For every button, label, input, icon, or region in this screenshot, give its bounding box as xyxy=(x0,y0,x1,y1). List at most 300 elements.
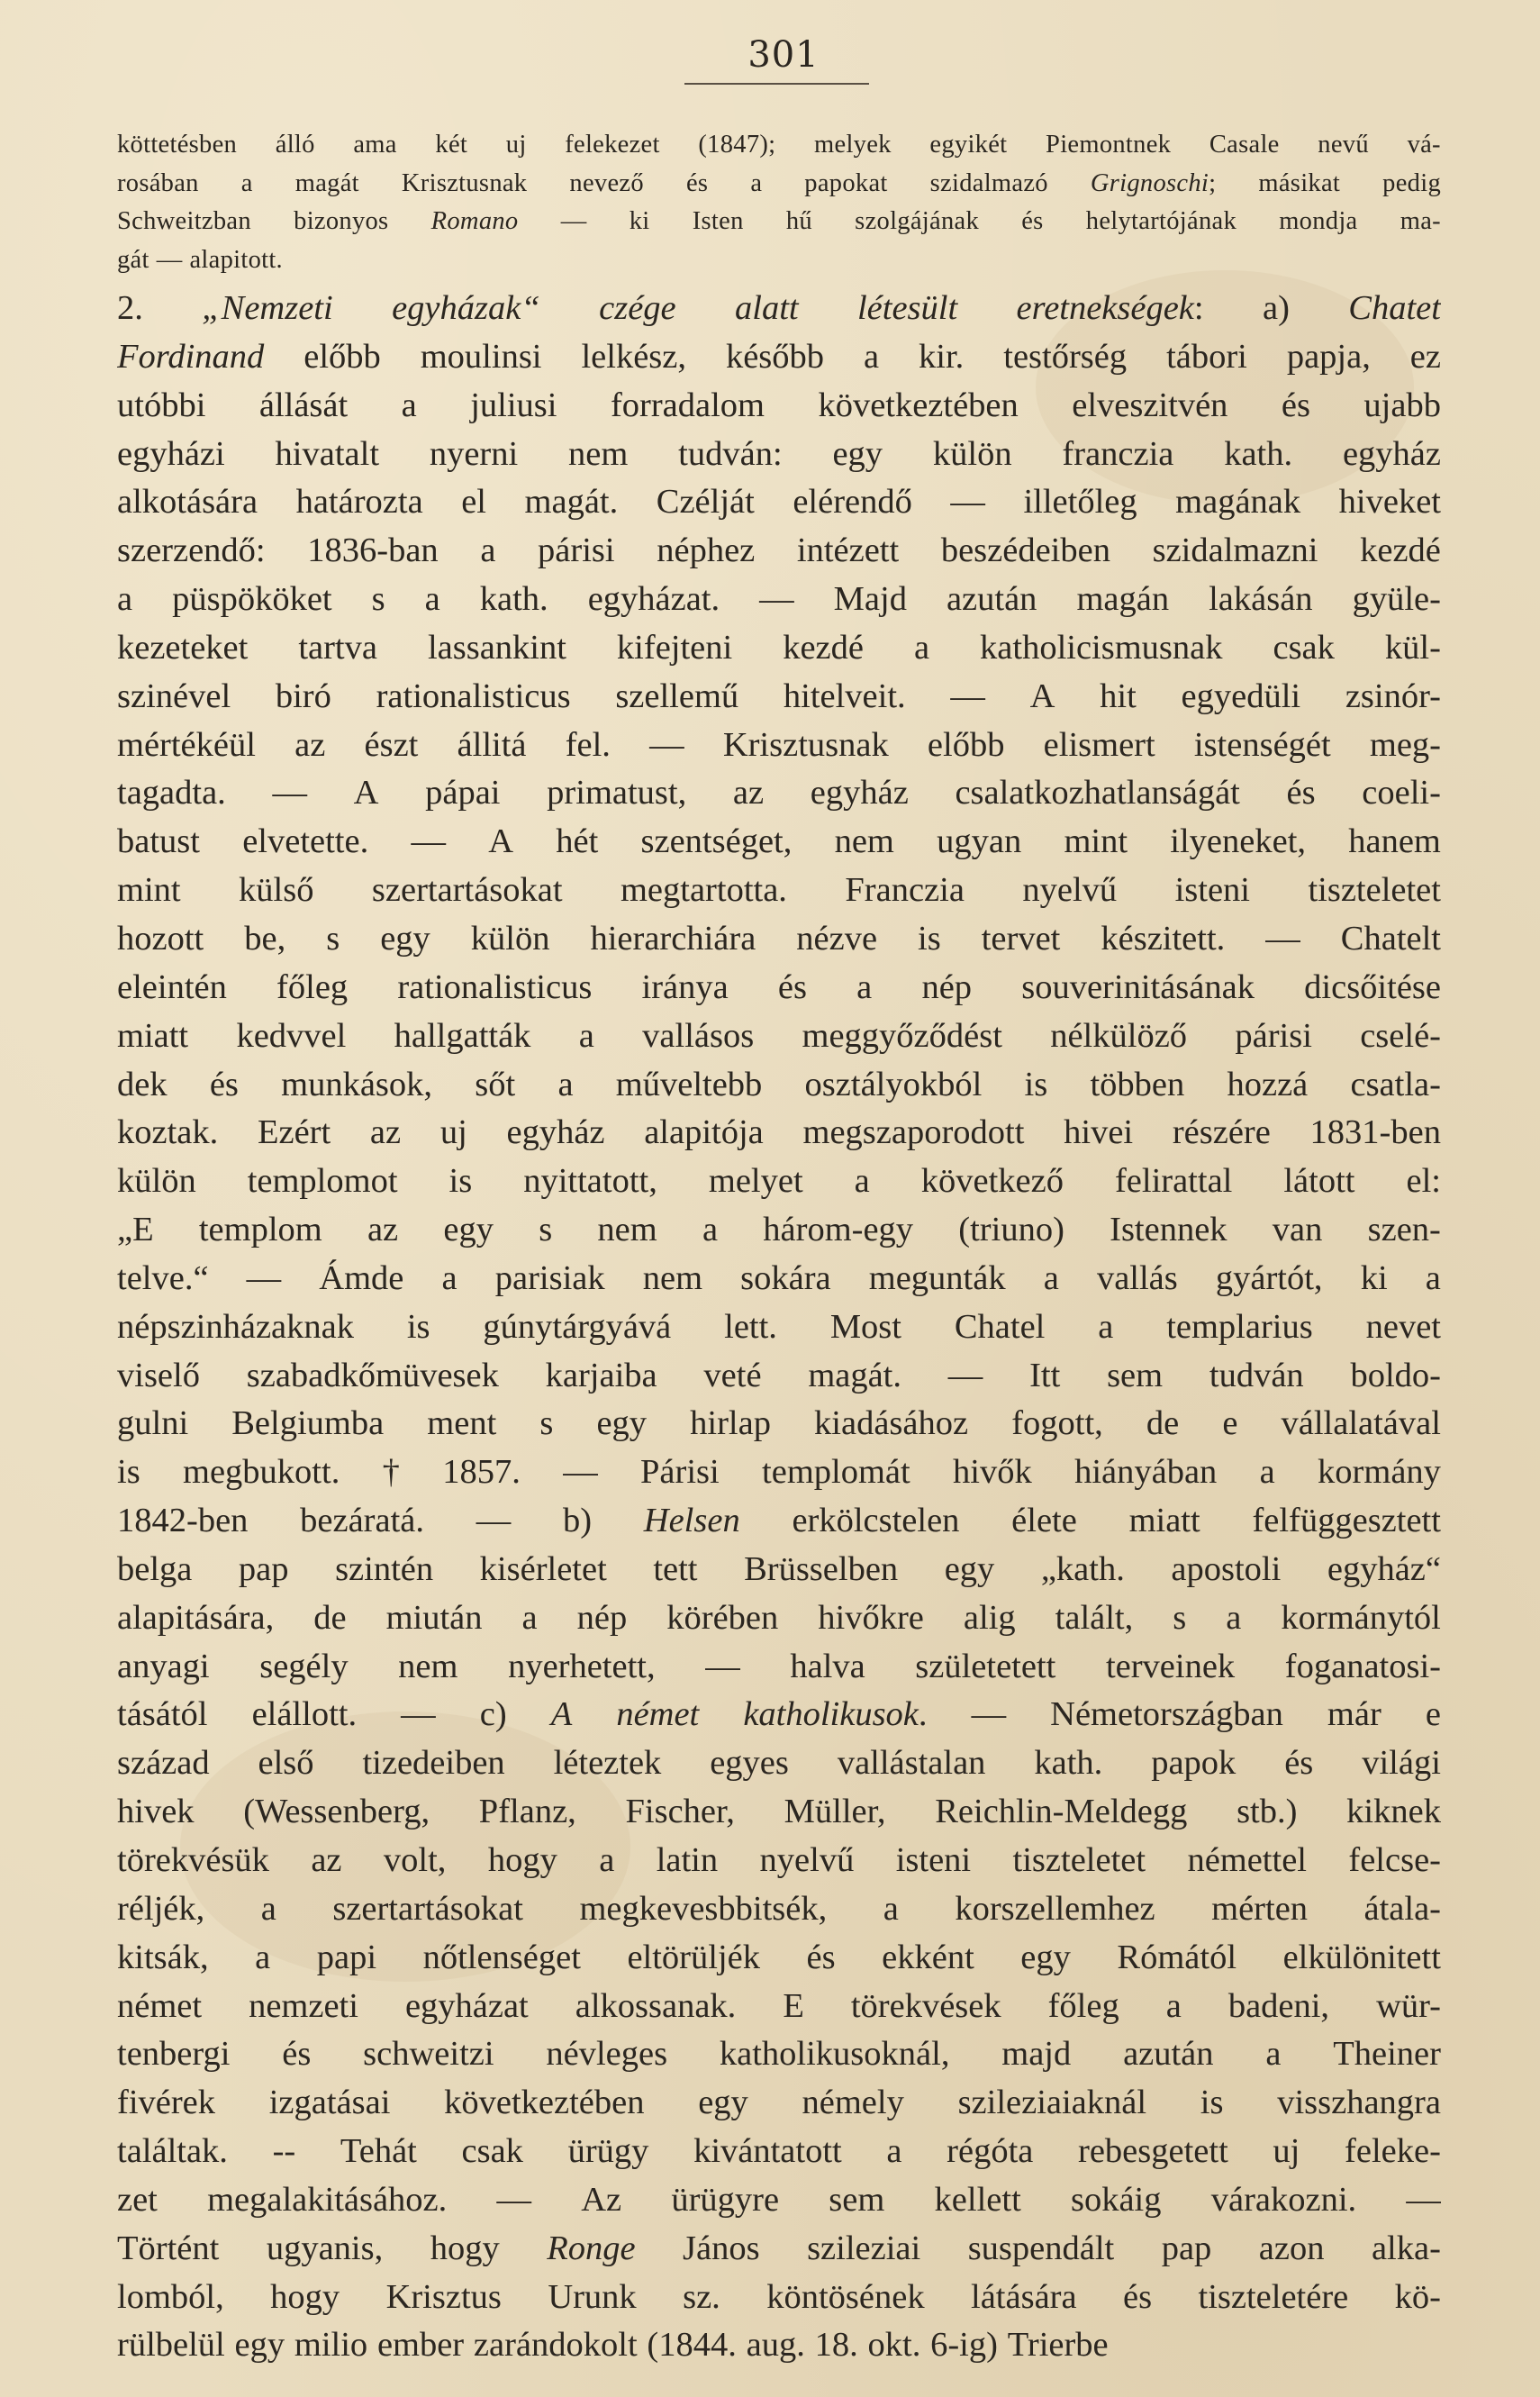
word: ugyan xyxy=(937,822,1022,861)
word: állását xyxy=(258,386,349,424)
word: sokára xyxy=(740,1258,831,1297)
word: tartva xyxy=(298,628,377,667)
word: eretnekségek: xyxy=(1016,289,1204,327)
word: b) xyxy=(562,1502,593,1540)
word: kezdé xyxy=(1360,531,1441,570)
word: néphez xyxy=(657,531,756,570)
word: nyelvű xyxy=(1022,871,1118,910)
word: — xyxy=(971,1695,1007,1734)
word: hivatalt xyxy=(275,434,380,473)
word: lassankint xyxy=(427,628,566,667)
word: hét xyxy=(556,822,599,861)
word: milio xyxy=(294,2326,368,2365)
word: és xyxy=(209,1065,239,1103)
word: egyházat xyxy=(404,1986,529,2025)
word: felirattal xyxy=(1114,1162,1233,1201)
text-line xyxy=(117,333,1441,382)
word: részére xyxy=(1172,1113,1271,1152)
word: szinével xyxy=(117,676,231,715)
word: század xyxy=(117,1744,210,1783)
word: egyikét xyxy=(929,131,1008,159)
word: foganatosi- xyxy=(1284,1647,1441,1685)
word: sem xyxy=(829,2180,885,2219)
word: vallásos xyxy=(642,1016,755,1055)
word: ma- xyxy=(1400,207,1441,235)
word: — xyxy=(947,1356,983,1394)
header-rule xyxy=(684,83,869,85)
word: talált, xyxy=(1055,1598,1134,1637)
word: azután xyxy=(946,580,1037,619)
word: réljék, xyxy=(117,1889,205,1928)
word: német xyxy=(616,1695,700,1734)
word: feleke- xyxy=(1345,2132,1441,2171)
word: batust xyxy=(117,822,200,861)
word: koztak. xyxy=(117,1113,219,1152)
word: de xyxy=(313,1598,347,1637)
word: eleintén xyxy=(117,967,227,1006)
word: osztályokból xyxy=(804,1065,983,1103)
word: találtak. xyxy=(117,2132,228,2171)
word: s xyxy=(326,919,340,958)
word: bizonyos xyxy=(294,207,389,235)
word: hozott xyxy=(117,919,204,958)
word: badeni, xyxy=(1227,1986,1330,2025)
text-line xyxy=(117,2321,1441,2370)
word: tudván: xyxy=(678,434,783,473)
word: szidalmazni xyxy=(1152,531,1318,570)
word: viselő xyxy=(117,1356,200,1394)
word: is xyxy=(1024,1065,1048,1103)
word: Czélját xyxy=(656,483,755,522)
word: kedvvel xyxy=(236,1016,347,1055)
text-line xyxy=(117,1448,1441,1497)
text-line xyxy=(117,1012,1441,1061)
word: franczia xyxy=(1062,434,1174,473)
word: 2. xyxy=(117,289,143,327)
word: szidalmazó xyxy=(929,168,1048,197)
word: meggyőződést xyxy=(802,1016,1002,1055)
word: törekvések xyxy=(850,1986,1001,2025)
word: nőtlenséget xyxy=(422,1938,581,1976)
word: — xyxy=(950,483,985,522)
word: A xyxy=(550,1695,573,1734)
word: megtartotta. xyxy=(620,871,787,910)
word: kül- xyxy=(1384,628,1441,667)
word: pap xyxy=(238,1549,289,1588)
word: suspendált xyxy=(967,2229,1115,2267)
word: nyittatott, xyxy=(523,1162,657,1201)
word: Isten xyxy=(692,207,744,235)
word: a xyxy=(883,1889,899,1928)
word: primatust, xyxy=(547,774,687,813)
word: hivek xyxy=(117,1793,195,1831)
word: — xyxy=(476,1502,512,1540)
word: az xyxy=(367,1211,399,1249)
word: bezáratá. xyxy=(300,1502,424,1540)
word: Németországban xyxy=(1050,1695,1283,1734)
word: sz. xyxy=(683,2277,720,2316)
word: nézve xyxy=(796,919,878,958)
word: elveszitvén xyxy=(1072,386,1228,424)
word: csatla- xyxy=(1350,1065,1441,1103)
text-line xyxy=(117,1352,1441,1401)
word: megkevesbbitsék, xyxy=(579,1889,828,1928)
word: de xyxy=(1146,1404,1180,1443)
word: születetett xyxy=(915,1647,1056,1685)
word: katholikusok. xyxy=(743,1695,928,1734)
word: tiszteletére xyxy=(1198,2277,1349,2316)
word: a xyxy=(117,580,133,619)
word: 6-ig) xyxy=(930,2326,998,2365)
word: nyelvű xyxy=(759,1841,855,1879)
text-line xyxy=(117,431,1441,479)
word: nevező xyxy=(569,168,644,197)
word: uj xyxy=(1273,2132,1300,2171)
word: kormány xyxy=(1318,1453,1441,1492)
word: hiányában xyxy=(1074,1453,1218,1492)
word: magának xyxy=(1175,483,1301,522)
word: (1844. xyxy=(647,2326,737,2365)
word: alkossanak. xyxy=(575,1986,737,2025)
word: katholicismusnak xyxy=(980,628,1223,667)
word: a xyxy=(260,1889,276,1928)
footnote-continuation xyxy=(117,126,1441,279)
word: körében xyxy=(666,1598,779,1637)
text-line xyxy=(117,915,1441,964)
word: papi xyxy=(316,1938,377,1976)
word: a xyxy=(441,1258,457,1297)
word: korszellemhez xyxy=(955,1889,1155,1928)
word: magát. xyxy=(808,1356,902,1394)
word: nélkülöző xyxy=(1050,1016,1188,1055)
word: hirlap xyxy=(690,1404,771,1443)
body-text xyxy=(117,285,1441,2370)
word: ember xyxy=(376,2326,465,2365)
word: kezdé xyxy=(783,628,864,667)
word: — xyxy=(649,725,684,764)
word: hivőkre xyxy=(818,1598,924,1637)
word: testőrség xyxy=(1003,337,1128,376)
word: ilyeneket, xyxy=(1170,822,1307,861)
word: a xyxy=(1098,1307,1114,1346)
word: magát xyxy=(294,168,359,197)
text-line xyxy=(117,1739,1441,1788)
text-line xyxy=(117,1934,1441,1983)
word: hogy xyxy=(487,1841,557,1879)
word: várakozni. xyxy=(1210,2180,1357,2219)
word: Belgiumba xyxy=(231,1404,385,1443)
word: „Nemzeti xyxy=(202,289,333,327)
word: egyház“ xyxy=(1327,1549,1441,1588)
word: a xyxy=(856,967,873,1006)
word: (triuno) xyxy=(958,1211,1064,1249)
word: isteni xyxy=(895,1841,972,1879)
word: meg- xyxy=(1369,725,1441,764)
word: külön xyxy=(470,919,550,958)
word: főleg xyxy=(276,967,349,1006)
word: törekvésük xyxy=(117,1841,269,1879)
word: a xyxy=(521,1598,538,1637)
word: „E xyxy=(117,1211,154,1249)
text-line xyxy=(117,1255,1441,1303)
text-line xyxy=(117,818,1441,867)
text-line xyxy=(117,1643,1441,1692)
word: külön xyxy=(117,1162,196,1201)
text-line xyxy=(117,769,1441,818)
word: ment xyxy=(427,1404,497,1443)
word: isteni xyxy=(1174,871,1251,910)
word: vallás xyxy=(1096,1258,1178,1297)
word: felekezet xyxy=(565,131,660,159)
word: halva xyxy=(790,1647,865,1685)
word: a xyxy=(599,1841,615,1879)
word: helytartójának xyxy=(1085,207,1237,235)
word: szentséget, xyxy=(640,822,793,861)
word: készitett. xyxy=(1101,919,1226,958)
word: Chatet xyxy=(1348,289,1441,327)
word: Pflanz, xyxy=(478,1793,576,1831)
word: főleg xyxy=(1047,1986,1119,2025)
word: mint xyxy=(1064,822,1128,861)
word: izgatásai xyxy=(268,2084,391,2122)
word: aug. xyxy=(746,2326,805,2365)
word: tudván xyxy=(1209,1356,1304,1394)
text-line xyxy=(117,165,1441,204)
word: ama xyxy=(353,131,397,159)
word: Reichlin-Meldegg xyxy=(935,1793,1188,1831)
word: nyerhetett, xyxy=(508,1647,656,1685)
word: alapitására, xyxy=(117,1598,275,1637)
word: Chatel xyxy=(954,1307,1046,1346)
word: egyházi xyxy=(117,434,225,473)
word: kivántatott xyxy=(693,2132,842,2171)
word: névleges xyxy=(546,2035,668,2074)
word: gulni xyxy=(117,1404,189,1443)
word: ki xyxy=(629,207,650,235)
word: egyház xyxy=(1342,434,1441,473)
word: szabadkőmüvesek xyxy=(246,1356,499,1394)
text-line xyxy=(117,1400,1441,1448)
word: tenbergi xyxy=(117,2035,231,2074)
text-line xyxy=(117,2079,1441,2128)
text-line xyxy=(117,576,1441,624)
word: tiszteletet xyxy=(1012,1841,1146,1879)
word: A xyxy=(488,822,513,861)
word: német xyxy=(117,1986,203,2025)
word: Müller, xyxy=(784,1793,886,1831)
word: majd xyxy=(1001,2035,1072,2074)
word: megszaporodott xyxy=(802,1113,1025,1152)
word: Chatelt xyxy=(1340,919,1441,958)
word: észt xyxy=(364,725,419,764)
word: a xyxy=(913,628,930,667)
word: illetőleg xyxy=(1023,483,1137,522)
word: s xyxy=(539,1404,554,1443)
word: tásától xyxy=(117,1695,208,1734)
word: Brüsselben xyxy=(744,1549,899,1588)
word: fogott, xyxy=(1011,1404,1103,1443)
word: utóbbi xyxy=(117,386,206,424)
word: vá- xyxy=(1407,131,1441,159)
word: három-egy xyxy=(763,1211,914,1249)
word: czége xyxy=(599,289,676,327)
word: már xyxy=(1327,1695,1381,1734)
text-line xyxy=(117,1837,1441,1885)
word: nem xyxy=(834,822,894,861)
word: a xyxy=(1165,1986,1182,2025)
text-line xyxy=(117,1158,1441,1206)
word: élete xyxy=(1011,1502,1077,1540)
text-line xyxy=(117,1061,1441,1110)
word: köttetésben xyxy=(117,131,238,159)
word: és xyxy=(1123,2277,1153,2316)
word: kath. xyxy=(1034,1744,1103,1783)
text-line xyxy=(117,1303,1441,1352)
word: párisi xyxy=(1235,1016,1312,1055)
text-line xyxy=(117,1788,1441,1837)
word: az xyxy=(369,1113,402,1152)
word: Franczia xyxy=(845,871,965,910)
text-line xyxy=(117,2274,1441,2322)
word: másikat xyxy=(1258,168,1341,197)
text-line xyxy=(117,126,1441,165)
word: E xyxy=(783,1986,804,2025)
word: okt. xyxy=(867,2326,921,2365)
word: -- xyxy=(272,2132,296,2171)
word: Istennek xyxy=(1110,1211,1227,1249)
word: — xyxy=(156,245,183,274)
word: Tehát xyxy=(340,2132,417,2171)
word: terveinek xyxy=(1105,1647,1236,1685)
word: telve.“ xyxy=(117,1258,209,1297)
word: alatt xyxy=(735,289,799,327)
word: többen xyxy=(1090,1065,1185,1103)
word: coeli- xyxy=(1362,774,1441,813)
word: és xyxy=(1281,386,1310,424)
word: világi xyxy=(1362,1744,1441,1783)
word: és xyxy=(1284,1744,1314,1783)
word: dek xyxy=(117,1065,168,1103)
word: kath. xyxy=(1224,434,1293,473)
word: (1847); xyxy=(698,131,776,159)
word: csak xyxy=(461,2132,523,2171)
word: ürügy xyxy=(567,2132,649,2171)
word: egy xyxy=(1020,1938,1071,1976)
word: vállalatával xyxy=(1281,1404,1441,1443)
word: ki xyxy=(1360,1258,1388,1297)
word: szen- xyxy=(1367,1211,1441,1249)
word: előbb xyxy=(303,337,381,376)
word: gyártót, xyxy=(1215,1258,1323,1297)
word: a xyxy=(854,1162,870,1201)
word: a xyxy=(702,1211,719,1249)
word: szerzendő: xyxy=(117,531,266,570)
word: forradalom xyxy=(610,386,765,424)
word: a xyxy=(240,168,253,197)
text-line xyxy=(117,478,1441,527)
word: kitsák, xyxy=(117,1938,209,1976)
word: lakásán xyxy=(1209,580,1313,619)
word: alka- xyxy=(1371,2229,1441,2267)
page-number: 301 xyxy=(747,34,820,76)
word: beszédeiben xyxy=(940,531,1110,570)
word: hogy xyxy=(270,2277,340,2316)
word: hallgatták xyxy=(394,1016,531,1055)
word: Schweitzban xyxy=(117,207,251,235)
word: egyház xyxy=(506,1113,605,1152)
word: veté xyxy=(703,1356,762,1394)
word: pedig xyxy=(1382,168,1441,197)
word: kir. xyxy=(919,337,965,376)
word: egyes xyxy=(710,1744,789,1783)
word: melyet xyxy=(708,1162,803,1201)
word: is xyxy=(1200,2084,1224,2122)
word: Piemontnek xyxy=(1046,131,1172,159)
word: biró xyxy=(275,676,331,715)
word: a xyxy=(401,386,417,424)
word: sem xyxy=(1107,1356,1164,1394)
word: boldo- xyxy=(1350,1356,1441,1394)
word: — xyxy=(401,1695,436,1734)
word: dicsőitése xyxy=(1304,967,1441,1006)
word: Krisztusnak xyxy=(401,168,528,197)
text-line xyxy=(117,1497,1441,1546)
text-line xyxy=(117,867,1441,915)
word: † xyxy=(382,1453,400,1492)
text-line xyxy=(117,1691,1441,1739)
text-line xyxy=(117,1546,1441,1594)
word: templomot xyxy=(247,1162,398,1201)
word: s xyxy=(371,580,385,619)
word: Krisztus xyxy=(385,2277,502,2316)
word: juliusi xyxy=(470,386,557,424)
word: — xyxy=(411,822,446,861)
word: A xyxy=(353,774,379,813)
word: gúnytárgyává xyxy=(483,1307,672,1346)
word: szileziaiaknál xyxy=(957,2084,1147,2122)
word: rülbelül xyxy=(117,2326,225,2365)
word: kiknek xyxy=(1346,1793,1441,1831)
word: melyek xyxy=(814,131,892,159)
text-line xyxy=(117,964,1441,1012)
word: kath. xyxy=(479,580,548,619)
word: határozta xyxy=(295,483,423,522)
word: nem xyxy=(642,1258,703,1297)
word: Ezért xyxy=(257,1113,331,1152)
word: istenségét xyxy=(1193,725,1331,764)
word: a xyxy=(1259,1453,1275,1492)
text-line xyxy=(117,624,1441,673)
word: a xyxy=(886,2132,902,2171)
word: uj xyxy=(439,1113,467,1152)
word: zarándokolt xyxy=(473,2326,638,2365)
word: sőt xyxy=(475,1065,516,1103)
word: lett. xyxy=(724,1307,777,1346)
word: megunták xyxy=(868,1258,1006,1297)
word: pap xyxy=(1161,2229,1212,2267)
word: — xyxy=(1265,919,1300,958)
word: rationalisticus xyxy=(376,676,571,715)
word: latin xyxy=(656,1841,719,1879)
word: azután xyxy=(1123,2035,1214,2074)
word: — xyxy=(563,1453,598,1492)
word: nyerni xyxy=(429,434,519,473)
word: gát xyxy=(117,245,149,274)
word: „kath. xyxy=(1040,1549,1125,1588)
word: elérendő xyxy=(793,483,912,522)
word: Fischer, xyxy=(625,1793,735,1831)
word: köntösének xyxy=(766,2277,925,2316)
